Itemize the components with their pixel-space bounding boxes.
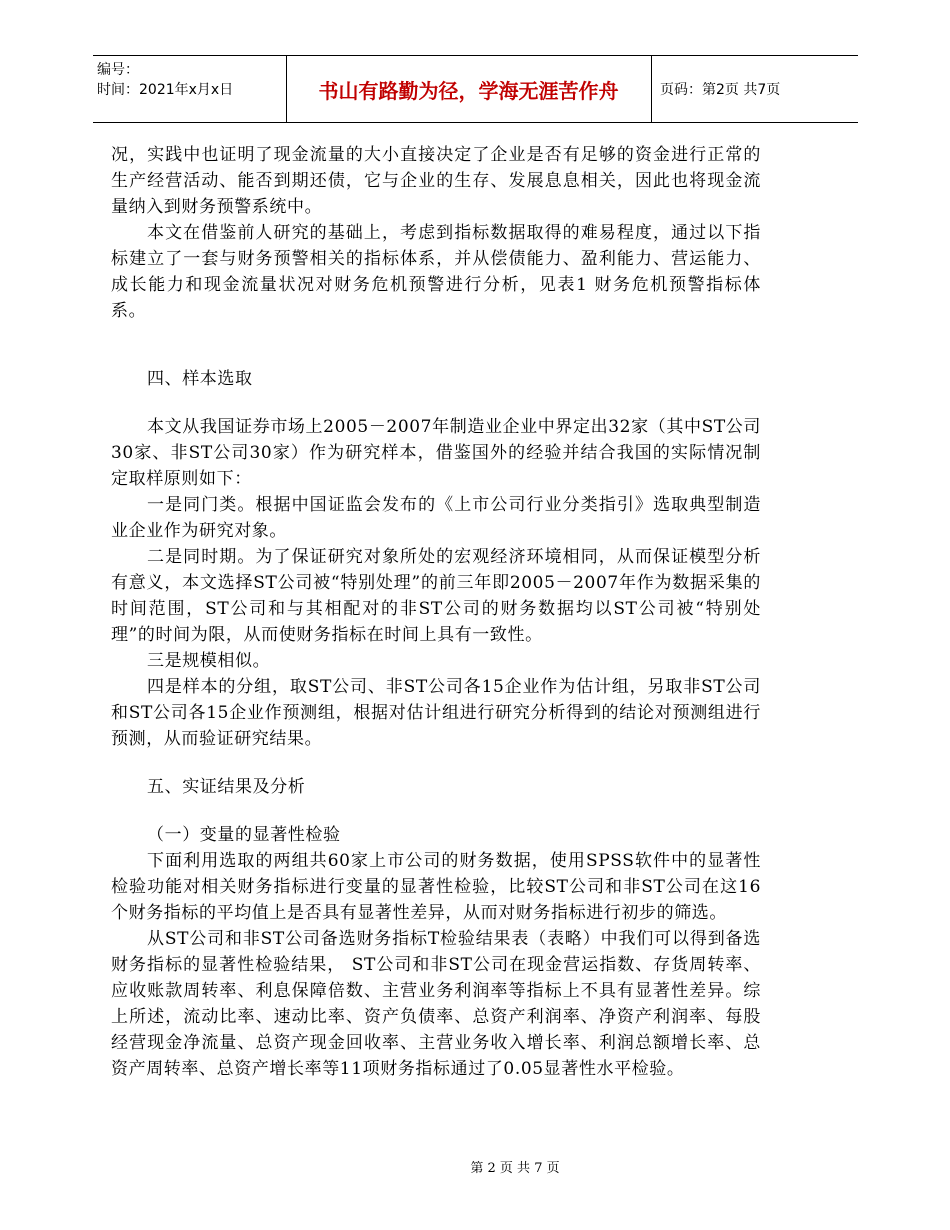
header-motto: 书山有路勤为径，学海无涯苦作舟 (318, 78, 619, 103)
paragraph-indicator-system: 本文在借鉴前人研究的基础上，考虑到指标数据取得的难易程度，通过以下指标建立了一套与财务预警相关的指标体系，并从偿债能力、盈利能力、营运能力、成长能力和现金流量状况对财务危机预警进行分析，见表1 财务危机预警指标体系。 (111, 223, 761, 321)
paragraph-cashflow-intro: 况，实践中也证明了现金流量的大小直接决定了企业是否有足够的资金进行正常的生产经营活动、能否到期还债，它与企业的生存、发展息息相关，因此也将现金流量纳入到财务预警系统中。 (111, 145, 761, 217)
page-footer: 第 2 页 共 7 页 (470, 1161, 560, 1176)
paragraph-principle-scale: 三是规模相似。 (147, 651, 271, 671)
document-number-label: 编号： (97, 62, 139, 78)
section-heading-sample: 四、样本选取 (147, 369, 253, 389)
document-body (111, 142, 761, 1082)
paragraph-principle-category: 一是同门类。根据中国证监会发布的《上市公司行业分类指引》选取典型制造业企业作为研究对象。 (111, 495, 761, 541)
document-time-label: 时间：2021年x月x日 (97, 82, 234, 98)
page-header (93, 55, 858, 123)
header-page-number: 页码：第2页 共7页 (660, 82, 781, 98)
paragraph-significance-test: 下面利用选取的两组共60家上市公司的财务数据，使用SPSS软件中的显著性检验功能对相关财务指标进行变量的显著性检验，比较ST公司和非ST公司在这16个财务指标的平均值上是否具有显著性差异，从而对财务指标进行初步的筛选。 (111, 851, 761, 923)
subsection-heading-significance: （一）变量的显著性检验 (147, 825, 341, 845)
header-divider-right (651, 56, 652, 122)
paragraph-sample-selection: 本文从我国证券市场上2005－2007年制造业企业中界定出32家（其中ST公司30家、非ST公司30家）作为研究样本，借鉴国外的经验并结合我国的实际情况制定取样原则如下： (111, 417, 761, 489)
paragraph-principle-period: 二是同时期。为了保证研究对象所处的宏观经济环境相同，从而保证模型分析有意义，本文选择ST公司被“特别处理”的前三年即2005－2007年作为数据采集的时间范围，ST公司和与其相配对的非ST公司的财务数据均以ST公司被“特别处理”的时间为限，从而使财务指标在时间上具有一致性。 (111, 547, 761, 645)
section-heading-results: 五、实证结果及分析 (147, 777, 306, 797)
header-meta (97, 60, 233, 100)
paragraph-principle-grouping: 四是样本的分组，取ST公司、非ST公司各15企业作为估计组，另取非ST公司和ST公司各15企业作预测组，根据对估计组进行研究分析得到的结论对预测组进行预测，从而验证研究结果。 (111, 677, 761, 749)
paragraph-test-results: 从ST公司和非ST公司备选财务指标T检验结果表（表略）中我们可以得到备选财务指标的显著性检验结果， ST公司和非ST公司在现金营运指数、存货周转率、应收账款周转率、利息保障倍数、主营业务利润率等指标上不具有显著性差异。综上所述，流动比率、速动比率、资产负债率、总资产利润率、净资产利润率、每股经营现金净流量、总资产现金回收率、主营业务收入增长率、利润总额增长率、总资产周转率、总资产增长率等11项财务指标通过了0.05显著性水平检验。 (111, 929, 761, 1079)
